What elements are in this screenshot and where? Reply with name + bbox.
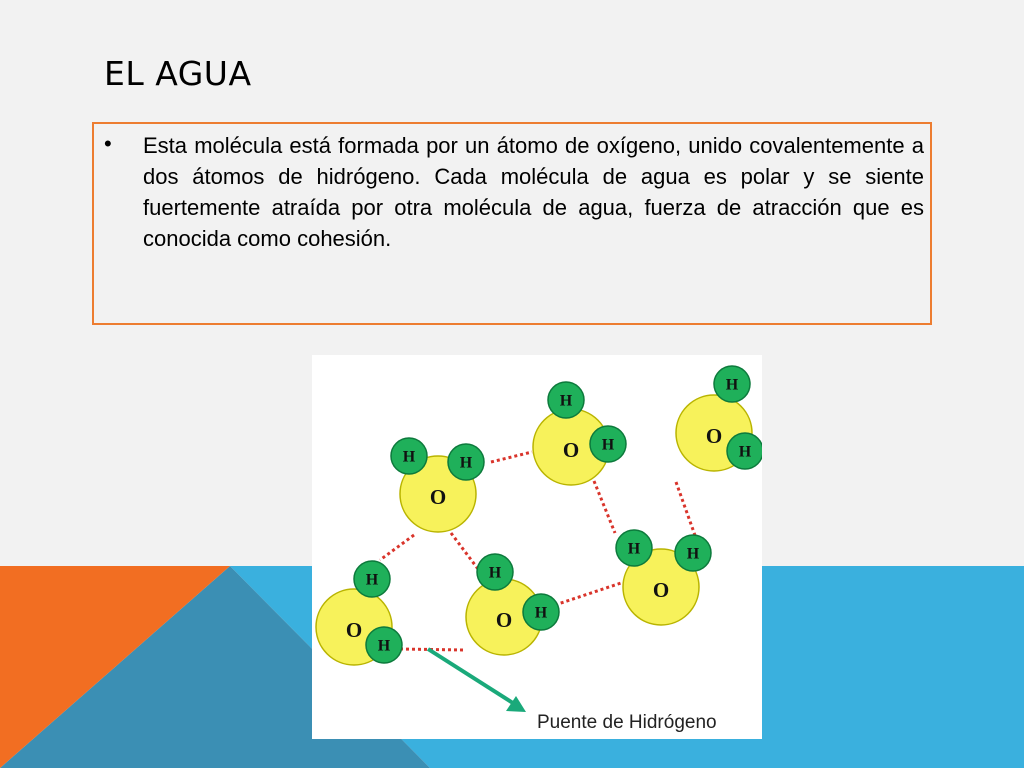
water-molecule (391, 438, 484, 532)
hydrogen-label: H (365, 571, 379, 589)
body-paragraph: Esta molécula está formada por un átomo de oxígeno, unido covalentemente a dos átomos de hidrógeno. Cada molécula de agua es polar y se siente fuertemente atraída por otra molécula de agua, fuerza de atracción que es conocida como cohesión. (143, 133, 924, 251)
water-molecule (316, 561, 402, 665)
hydrogen-label: H (738, 443, 752, 461)
hydrogen-bond-line (594, 481, 615, 533)
hydrogen-label: H (488, 564, 502, 582)
slide-title: EL AGUA (104, 54, 252, 93)
oxygen-label: O (562, 438, 580, 462)
oxygen-label: O (495, 608, 513, 632)
hydrogen-label: H (601, 436, 615, 454)
hydrogen-label: H (725, 376, 739, 394)
hydrogen-label: H (559, 392, 573, 410)
hydrogen-bond-line (555, 583, 621, 605)
water-molecule (676, 366, 762, 471)
water-molecules-diagram (312, 355, 762, 739)
molecules-layer (316, 366, 762, 665)
diagram-svg (312, 355, 762, 739)
hydrogen-label: H (459, 454, 473, 472)
hydrogen-label: H (377, 637, 391, 655)
hydrogen-bond-line (380, 535, 414, 560)
oxygen-label: O (705, 424, 723, 448)
water-molecule (533, 382, 626, 485)
water-molecule (616, 530, 711, 625)
hydrogen-label: H (686, 545, 700, 563)
arrow-line (428, 649, 516, 705)
bullet-marker: • (104, 131, 112, 156)
hydrogen-bond-line (491, 452, 532, 462)
arrow-label: Puente de Hidrógeno (537, 712, 717, 733)
oxygen-label: O (345, 618, 363, 642)
hydrogen-label: H (627, 540, 641, 558)
hydrogen-label: H (534, 604, 548, 622)
hydrogen-label: H (402, 448, 416, 466)
oxygen-label: O (652, 578, 670, 602)
arrow (428, 649, 526, 712)
content-box (92, 122, 932, 325)
hydrogen-bond-line (676, 482, 697, 541)
water-molecule (466, 554, 559, 655)
oxygen-label: O (429, 485, 447, 509)
